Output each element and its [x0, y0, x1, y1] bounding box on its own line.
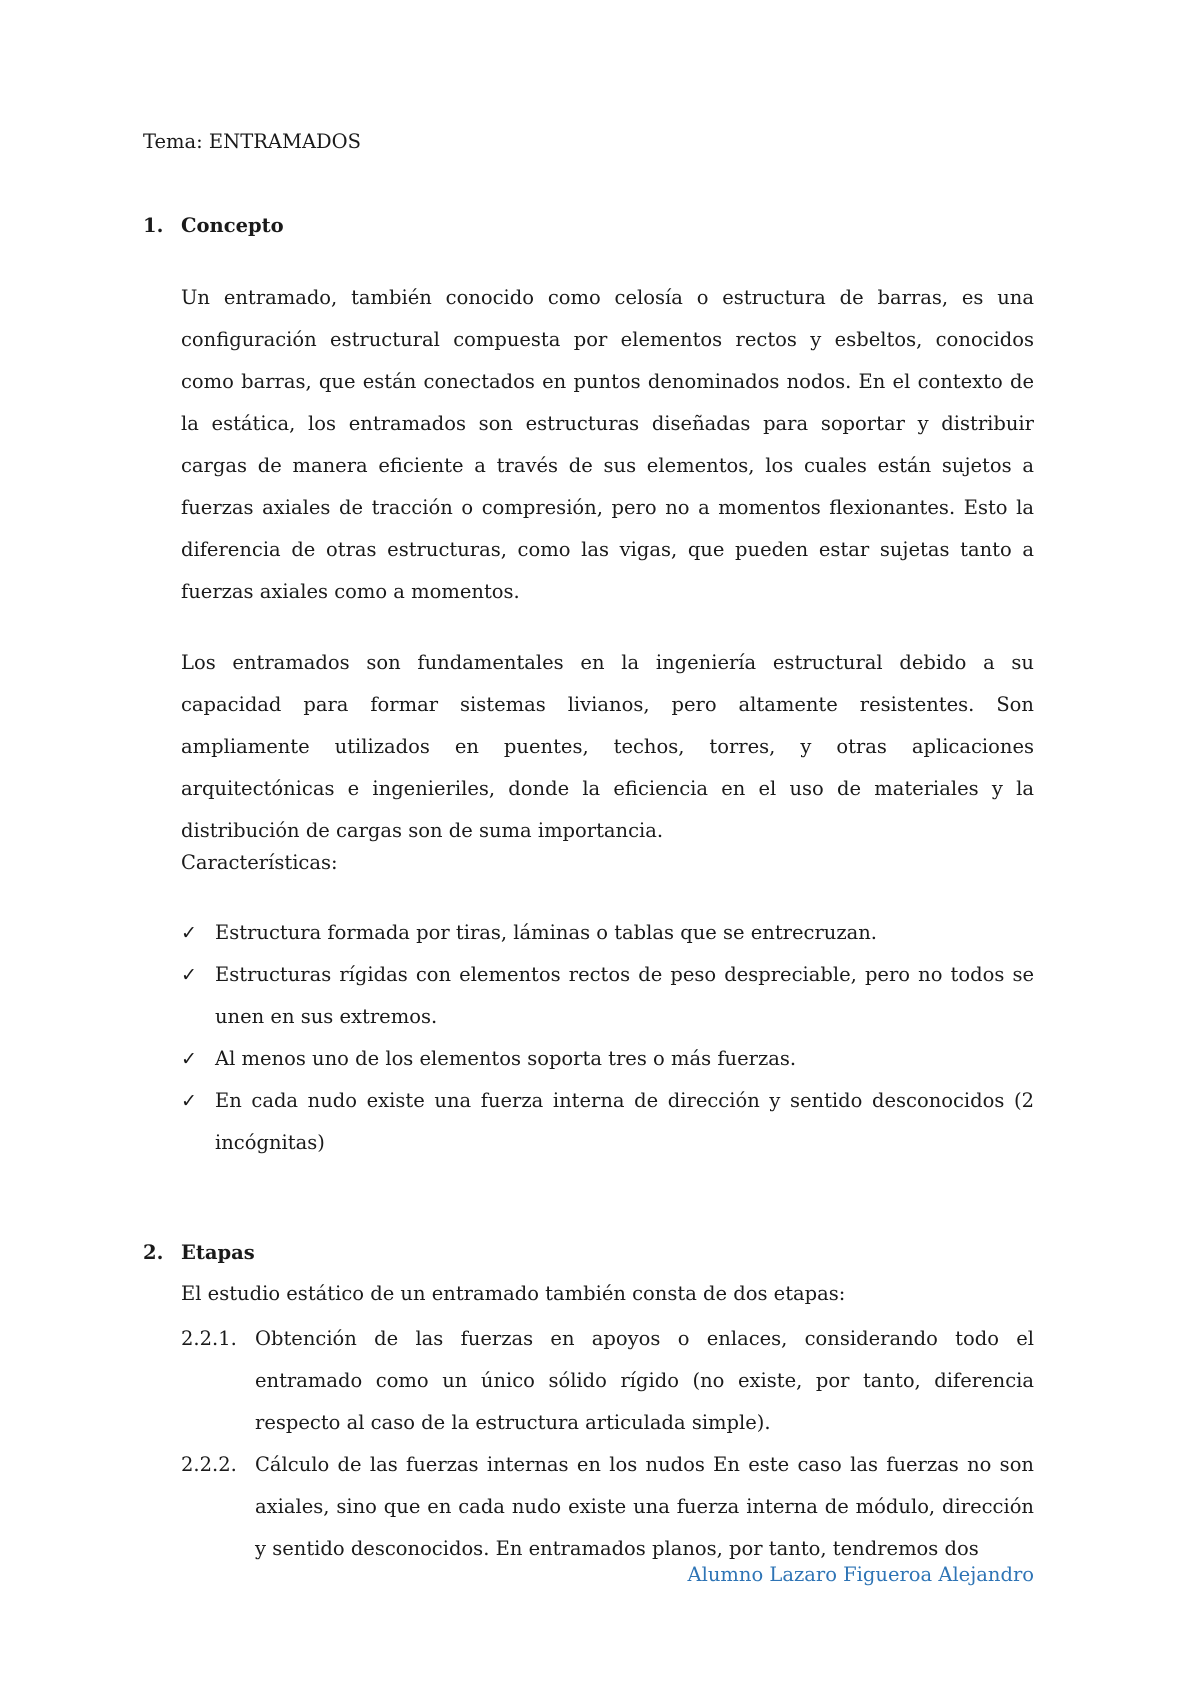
section-number: 1. [143, 214, 164, 237]
etapas-steps [181, 1318, 1034, 1570]
step-number: 2.2.2. [181, 1453, 237, 1476]
check-icon: ✓ [181, 964, 197, 986]
step-item [181, 1444, 1034, 1570]
step-item [181, 1318, 1034, 1444]
list-item [181, 954, 1034, 1038]
list-item-text: Estructura formada por tiras, láminas o tablas que se entrecruzan. [215, 921, 878, 944]
list-item-text: Al menos uno de los elementos soporta tres o más fuerzas. [215, 1047, 797, 1070]
characteristics-list [181, 912, 1034, 1164]
section-title: Etapas [181, 1241, 255, 1264]
check-icon: ✓ [181, 922, 197, 944]
paragraph-importance: Los entramados son fundamentales en la ingeniería estructural debido a su capacidad para formar sistemas livianos, pero altamente resistentes. Son ampliamente utilizados en puentes, techos, torres, y otras aplicaciones arquitectónicas e ingenieriles, donde la eficiencia en el uso de materiales y la distribución de cargas son de suma importancia. [181, 651, 1034, 842]
list-item [181, 1038, 1034, 1080]
topic-title: Tema: ENTRAMADOS [143, 130, 362, 153]
section-title: Concepto [181, 214, 284, 237]
paragraph-definition: Un entramado, también conocido como celosía o estructura de barras, es una configuración estructural compuesta por elementos rectos y esbeltos, conocidos como barras, que están conectados en puntos denominados nodos. En el contexto de la estática, los entramados son estructuras diseñadas para soportar y distribuir cargas de manera eficiente a través de sus elementos, los cuales están sujetos a fuerzas axiales de tracción o compresión, pero no a momentos flexionantes. Esto la diferencia de otras estructuras, como las vigas, que pueden estar sujetas tanto a fuerzas axiales como a momentos. [181, 286, 1034, 603]
characteristics-label: Características: [181, 851, 338, 874]
section-number: 2. [143, 1241, 164, 1264]
list-item [181, 1080, 1034, 1164]
list-item [181, 912, 1034, 954]
step-number: 2.2.1. [181, 1327, 237, 1350]
section-heading-concepto [143, 214, 284, 237]
etapas-intro: El estudio estático de un entramado también consta de dos etapas: [181, 1282, 846, 1305]
step-text: Obtención de las fuerzas en apoyos o enlaces, considerando todo el entramado como un único sólido rígido (no existe, por tanto, diferencia respecto al caso de la estructura articulada simple). [255, 1327, 1034, 1434]
list-item-text: Estructuras rígidas con elementos rectos de peso despreciable, pero no todos se unen en sus extremos. [215, 963, 1034, 1028]
check-icon: ✓ [181, 1090, 197, 1112]
section-heading-etapas [143, 1241, 255, 1264]
check-icon: ✓ [181, 1048, 197, 1070]
list-item-text: En cada nudo existe una fuerza interna de dirección y sentido desconocidos (2 incógnitas) [215, 1089, 1034, 1154]
footer-author: Alumno Lazaro Figueroa Alejandro [687, 1563, 1034, 1586]
step-text: Cálculo de las fuerzas internas en los nudos En este caso las fuerzas no son axiales, sino que en cada nudo existe una fuerza interna de módulo, dirección y sentido desconocidos. En entramados planos, por tanto, tendremos dos [255, 1453, 1034, 1560]
